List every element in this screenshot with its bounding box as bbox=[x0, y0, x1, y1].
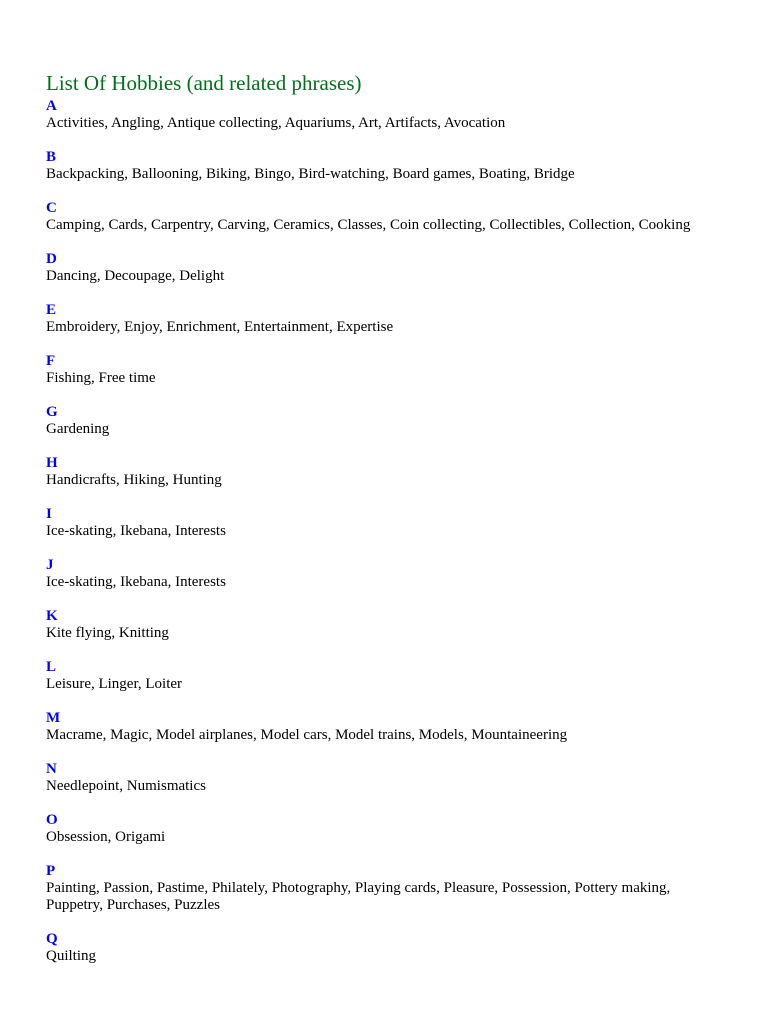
section-h bbox=[46, 455, 746, 506]
section-m bbox=[46, 710, 746, 761]
section-g bbox=[46, 404, 746, 455]
document-page bbox=[46, 70, 746, 965]
section-f bbox=[46, 353, 746, 404]
section-letter: N bbox=[46, 761, 57, 777]
section-letter: M bbox=[46, 710, 61, 726]
section-d bbox=[46, 251, 746, 302]
section-o bbox=[46, 812, 746, 863]
section-items: Quilting bbox=[46, 948, 97, 964]
section-letter: F bbox=[46, 353, 56, 369]
section-items: Ice-skating, Ikebana, Interests bbox=[46, 523, 226, 539]
section-items: Obsession, Origami bbox=[46, 829, 166, 845]
section-items: Handicrafts, Hiking, Hunting bbox=[46, 472, 222, 488]
section-letter: P bbox=[46, 863, 56, 879]
section-items: Backpacking, Ballooning, Biking, Bingo, Bird-watching, Board games, Boating, Bridge bbox=[46, 166, 575, 182]
section-items: Ice-skating, Ikebana, Interests bbox=[46, 574, 226, 590]
section-letter: L bbox=[46, 659, 57, 675]
section-letter: E bbox=[46, 302, 57, 318]
section-p bbox=[46, 863, 746, 931]
section-k bbox=[46, 608, 746, 659]
section-items: Embroidery, Enjoy, Enrichment, Entertainment, Expertise bbox=[46, 319, 394, 335]
section-j bbox=[46, 557, 746, 608]
section-items: Dancing, Decoupage, Delight bbox=[46, 268, 225, 284]
section-items: Gardening bbox=[46, 421, 110, 437]
section-letter: G bbox=[46, 404, 58, 420]
section-b bbox=[46, 149, 746, 200]
section-letter: J bbox=[46, 557, 54, 573]
section-items: Painting, Passion, Pastime, Philately, Photography, Playing cards, Pleasure, Possession, Pottery making, Puppetry, Purchases, Puzzles bbox=[46, 880, 671, 913]
section-a bbox=[46, 98, 746, 149]
section-items: Kite flying, Knitting bbox=[46, 625, 169, 641]
section-i bbox=[46, 506, 746, 557]
section-letter: B bbox=[46, 149, 57, 165]
section-letter: O bbox=[46, 812, 58, 828]
section-letter: C bbox=[46, 200, 57, 216]
section-c bbox=[46, 200, 746, 251]
document-title: List Of Hobbies (and related phrases) bbox=[46, 71, 362, 95]
section-letter: D bbox=[46, 251, 57, 267]
section-l bbox=[46, 659, 746, 710]
section-q bbox=[46, 931, 746, 965]
section-letter: Q bbox=[46, 931, 58, 947]
section-items: Needlepoint, Numismatics bbox=[46, 778, 206, 794]
section-e bbox=[46, 302, 746, 353]
section-items: Activities, Angling, Antique collecting, Aquariums, Art, Artifacts, Avocation bbox=[46, 115, 506, 131]
section-letter: A bbox=[46, 98, 57, 114]
section-items: Leisure, Linger, Loiter bbox=[46, 676, 183, 692]
section-n bbox=[46, 761, 746, 812]
section-items: Camping, Cards, Carpentry, Carving, Ceramics, Classes, Coin collecting, Collectibles, Collection, Cooking bbox=[46, 217, 691, 233]
section-letter: K bbox=[46, 608, 58, 624]
section-letter: I bbox=[46, 506, 52, 522]
section-items: Macrame, Magic, Model airplanes, Model cars, Model trains, Models, Mountaineering bbox=[46, 727, 568, 743]
section-letter: H bbox=[46, 455, 58, 471]
section-items: Fishing, Free time bbox=[46, 370, 156, 386]
